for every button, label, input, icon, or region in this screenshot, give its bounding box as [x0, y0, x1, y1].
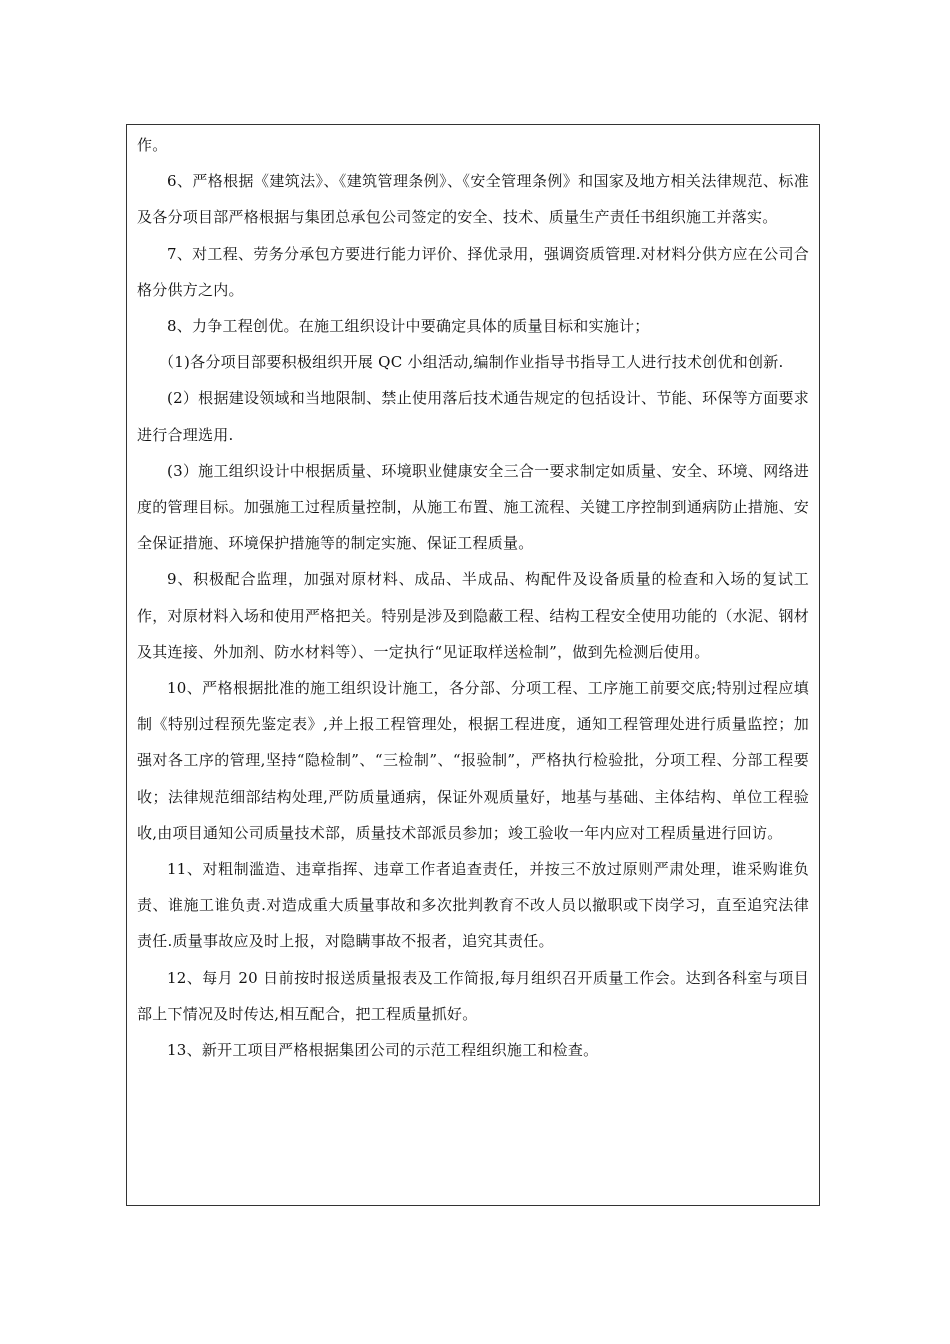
document-body	[137, 127, 809, 1068]
paragraph-item-8: 8、力争工程创优。在施工组织设计中要确定具体的质量目标和实施计；	[167, 317, 650, 336]
paragraph-item-8-3: (3）施工组织设计中根据质量、环境职业健康安全三合一要求制定如质量、安全、环境、网络进度的管理目标。加强施工过程质量控制，从施工布置、施工流程、关键工序控制到通病防止措施、安全保证措施、环境保护措施等的制定实施、保证工程质量。	[137, 461, 809, 553]
paragraph-continuation: 作。	[137, 136, 168, 154]
paragraph-item-11: 11、对粗制滥造、违章指挥、违章工作者追查责任，并按三不放过原则严肃处理，谁采购谁负责、谁施工谁负责.对造成重大质量事故和多次批判教育不改人员以撤职或下岗学习，直至追究法律责任.质量事故应及时上报，对隐瞒事故不报者，追究其责任。	[137, 860, 809, 951]
paragraph-item-7: 7、对工程、劳务分承包方要进行能力评价、择优录用，强调资质管理.对材料分供方应在公司合格分供方之内。	[137, 244, 809, 299]
document-frame	[126, 124, 820, 1206]
paragraph-item-9: 9、积极配合监理，加强对原材料、成品、半成品、构配件及设备质量的检查和入场的复试工作，对原材料入场和使用严格把关。特别是涉及到隐蔽工程、结构工程安全使用功能的（水泥、钢材及其连接、外加剂、防水材料等）、一定执行“见证取样送检制”，做到先检测后使用。	[137, 570, 809, 661]
paragraph-item-10: 10、严格根据批准的施工组织设计施工，各分部、分项工程、工序施工前要交底;特别过程应填制《特别过程预先鉴定表》,并上报工程管理处，根据工程进度，通知工程管理处进行质量监控；加强对各工序的管理,坚持“隐检制”、“三检制”、“报验制”，严格执行检验批，分项工程、分部工程要收；法律规范细部结构处理,严防质量通病，保证外观质量好，地基与基础、主体结构、单位工程验收,由项目通知公司质量技术部，质量技术部派员参加；竣工验收一年内应对工程质量进行回访。	[137, 679, 809, 842]
paragraph-item-13: 13、新开工项目严格根据集团公司的示范工程组织施工和检查。	[167, 1041, 599, 1060]
paragraph-item-8-2: (2）根据建设领域和当地限制、禁止使用落后技术通告规定的包括设计、节能、环保等方面要求进行合理选用.	[137, 389, 809, 444]
paragraph-item-8-1: （1)各分项目部要积极组织开展 QC 小组活动,编制作业指导书指导工人进行技术创优和创新.	[159, 353, 784, 372]
paragraph-item-6: 6、严格根据《建筑法》、《建筑管理条例》、《安全管理条例》和国家及地方相关法律规范、标准及各分项目部严格根据与集团总承包公司签定的安全、技术、质量生产责任书组织施工并落实。	[137, 172, 809, 227]
paragraph-item-12: 12、每月 20 日前按时报送质量报表及工作简报,每月组织召开质量工作会。达到各科室与项目部上下情况及时传达,相互配合，把工程质量抓好。	[137, 968, 809, 1023]
